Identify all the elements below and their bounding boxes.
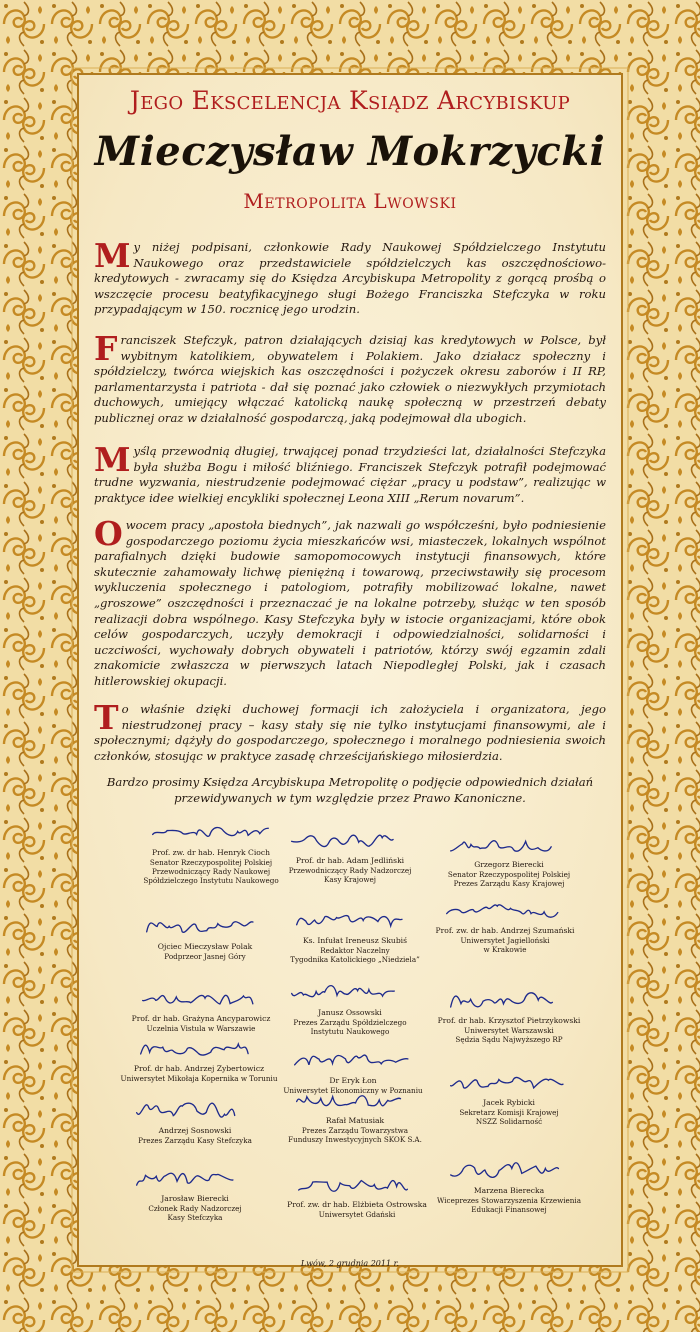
closing-request: Bardzo prosimy Księdza Arcybiskupa Metropolitę o podjęcie odpowiednich działań przewidywanych w tym względzie przez Prawo Kanoniczne.	[106, 775, 594, 805]
signatory-name: Dr Eryk Łon	[329, 1076, 377, 1085]
signature-scribble	[280, 906, 430, 936]
signatory-role: Spółdzielczego Instytutu Naukowego	[143, 876, 279, 885]
signatory-role: Prezes Zarządu Spółdzielczego	[293, 1017, 407, 1027]
signature-scribble	[124, 1034, 274, 1064]
signature-scribble	[130, 912, 280, 942]
signatory-name: Prof. zw. dr hab. Elżbieta Ostrowska	[287, 1200, 427, 1209]
signatory-role: Przewodniczący Rady Nadzorczej	[288, 865, 412, 875]
signatory-name: Andrzej Sosnowski	[158, 1126, 232, 1135]
signatory-name: Prof. zw. dr hab. Henryk Cioch	[151, 848, 270, 857]
paragraph-5	[94, 698, 606, 764]
drop-cap: O	[94, 514, 123, 553]
signatory	[410, 896, 600, 954]
signatory-role: Prezes Zarządu Towarzystwa	[301, 1125, 409, 1135]
signatory-role: Edukacji Finansowej	[471, 1204, 547, 1214]
paragraph-text: yślą przewodnią długiej, trwającej ponad trzydzieści lat, działalności Stefczyka była służba Bogu i miłość bliźniego. Franciszek Stefczyk potrafił podejmować trudne wyzwania, niestrudzenie podejmować ciężar „pracy u podstaw”, realizując w praktyce idee wielkiej encykliki społecznej Leona XIII „Rerum novarum”.	[94, 444, 606, 505]
signatory	[260, 1086, 450, 1144]
signatory-role: Uniwersytet Gdański	[318, 1209, 396, 1219]
signature-scribble	[434, 986, 584, 1016]
signatory-role: w Krakowie	[483, 944, 527, 954]
signature-scribble	[280, 1086, 430, 1116]
signature-scribble	[430, 896, 580, 926]
drop-cap: T	[94, 698, 119, 737]
signature-scribble	[434, 1068, 584, 1098]
signatory-role: Przewodniczący Rady Naukowej	[151, 866, 271, 876]
excellency-title: Jego Ekscelencja Ksiądz Arcybiskup	[129, 86, 571, 115]
signatory-role: Tygodnika Katolickiego „Niedziela”	[290, 954, 420, 964]
signatory-role: Uniwersytet Warszawski	[464, 1025, 554, 1035]
signatory-role: Wiceprezes Stowarzyszenia Krzewienia	[437, 1195, 581, 1205]
drop-cap: M	[94, 440, 131, 479]
signatory-name: Prof. dr hab. Krzysztof Pietrzykowski	[437, 1016, 581, 1025]
signatory-name: Grzegorz Bierecki	[474, 860, 544, 869]
signatory-name: Janusz Ossowski	[318, 1008, 382, 1017]
signatory-name: Rafał Matusiak	[325, 1116, 385, 1125]
signatory-name: Prof. dr hab. Andrzej Zybertowicz	[133, 1064, 265, 1073]
signatory-role: Sędzia Sądu Najwyższego RP	[455, 1034, 563, 1044]
signature-scribble	[434, 830, 584, 860]
paragraph-4	[94, 514, 606, 690]
signatory-role: Senator Rzeczypospolitej Polskiej	[149, 857, 273, 867]
paragraph-text: ranciszek Stefczyk, patron działających dzisiaj kas kredytowych w Polsce, był wybitnym katolikiem, obywatelem i Polakiem. Jako działacz społeczny i spółdzielczy, twórca wiejskich kas oszczędności i pożyczek okresu zaborów i II RP, parlamentarzysta i patriota - dał się poznać jako człowiek o niezwykłych przymiotach duchowych, umiejący włączać katolicką naukę społeczną w przestrzeń debaty publicznej oraz w działalność gospodarczą, jaką podejmował dla ubogich.	[94, 333, 606, 425]
signatory-role: Uniwersytet Mikołaja Kopernika w Toruniu	[120, 1073, 278, 1083]
signatory-name: Ojciec Mieczysław Polak	[157, 942, 253, 951]
drop-cap: F	[94, 329, 118, 368]
signature-scribble	[275, 826, 425, 856]
signatory-name: Ks. Infułat Ireneusz Skubiś	[302, 936, 408, 945]
signatory-role: Redaktor Naczelny	[320, 945, 390, 955]
metropolitan-title: Metropolita Lwowski	[243, 189, 457, 213]
signature-scribble	[278, 1046, 428, 1076]
paragraph-3	[94, 440, 606, 506]
signatory	[414, 986, 604, 1044]
signatory-role: Senator Rzeczypospolitej Polskiej	[447, 869, 571, 879]
signatory-role: Funduszy Inwestycyjnych SKOK S.A.	[288, 1134, 422, 1144]
signatory-role: Prezes Zarządu Kasy Krajowej	[453, 878, 565, 888]
signature-scribble	[282, 1170, 432, 1200]
signatory-role: Kasy Stefczyka	[167, 1212, 223, 1222]
paragraph-text: y niżej podpisani, członkowie Rady Naukowej Spółdzielczego Instytutu Naukowego oraz przedstawiciele spółdzielczych kas oszczędnościowo-kredytowych - zwracamy się do Księdza Arcybiskupa Metropolity z gorącą prośbą o wszczęcie procesu beatyfikacyjnego sługi Bożego Franciszka Stefczyka w roku przypadającym w 150. rocznicę jego urodzin.	[94, 240, 606, 317]
signatory-role: NSZZ Solidarność	[475, 1116, 543, 1126]
signatory-role: Instytutu Naukowego	[310, 1026, 390, 1036]
place-date: Lwów, 2 grudnia 2011 r.	[300, 1259, 400, 1268]
paragraph-text: o właśnie dzięki duchowej formacji ich założyciela i organizatora, jego niestrudzonej pracy – kasy stały się nie tylko instytucjami finansowymi, ale i społecznymi; dążyły do gospodarczego, społecznego i moralnego podniesienia swoich członków, stosując w praktyce zasadę chrześcijańskiego miłosierdzia.	[94, 702, 606, 763]
signatory-role: Sekretarz Komisji Krajowej	[459, 1107, 559, 1117]
signature-scribble	[120, 1096, 270, 1126]
signature-scribble	[434, 1156, 584, 1186]
signatory-name: Prof. dr hab. Adam Jedliński	[295, 856, 405, 865]
signatory-role: Uniwersytet Jagielloński	[460, 935, 550, 945]
drop-cap: M	[94, 236, 131, 275]
signature-scribble	[275, 978, 425, 1008]
signatory-role: Podprzeor Jasnej Góry	[164, 951, 246, 961]
signatory-name: Prof. dr hab. Grażyna Ancyparowicz	[131, 1014, 271, 1023]
paragraph-2	[94, 329, 606, 427]
signatory-name: Jacek Rybicki	[483, 1098, 535, 1107]
signatory-name: Jarosław Bierecki	[161, 1194, 229, 1203]
archbishop-name: Mieczysław Mokrzycki	[94, 128, 606, 175]
signatory-role: Prezes Zarządu Kasy Stefczyka	[138, 1135, 252, 1145]
signatory	[414, 830, 604, 888]
paragraph-text: wocem pracy „apostoła biednych”, jak nazwali go współcześni, było podniesienie gospodarczego poziomu życia mieszkańców wsi, miasteczek, lokalnych wspólnot parafialnych dzięki budowie samopomocowych instytucji finansowych, które skutecznie zahamowały lichwę pieniężną i towarową, przeciwstawiły się procesom wykluczenia społecznego i patologiom, potrafiły mobilizować lokalne, nawet „groszowe” oszczędności i przeznaczać je na lokalne potrzeby, służąc w ten sposób realizacji dobra wspólnego. Kasy Stefczyka były w istocie organizacjami, które obok celów gospodarczych, uczyły demokracji i odpowiedzialności, solidarności i uczciwości, wychowały dobrych obywateli i patriotów, którzy swój egzamin zdali znakomicie zwłaszcza w pierwszych latach Niepodległej Polski, jak i czasach hitlerowskiej okupacji.	[94, 518, 606, 688]
signatory-role: Uczelnia Vistula w Warszawie	[146, 1023, 256, 1033]
signature-scribble	[126, 984, 276, 1014]
signatory	[414, 1156, 604, 1214]
signatory-name: Marzena Bierecka	[473, 1186, 545, 1195]
signatory-name: Prof. zw. dr hab. Andrzej Szumański	[435, 926, 575, 935]
signature-scribble	[120, 1164, 270, 1194]
signatory-role: Członek Rady Nadzorczej	[148, 1203, 242, 1213]
paragraph-1	[94, 236, 606, 318]
signatory-role: Kasy Krajowej	[324, 874, 376, 884]
signatory-role: Uniwersytet Ekonomiczny w Poznaniu	[283, 1085, 423, 1095]
